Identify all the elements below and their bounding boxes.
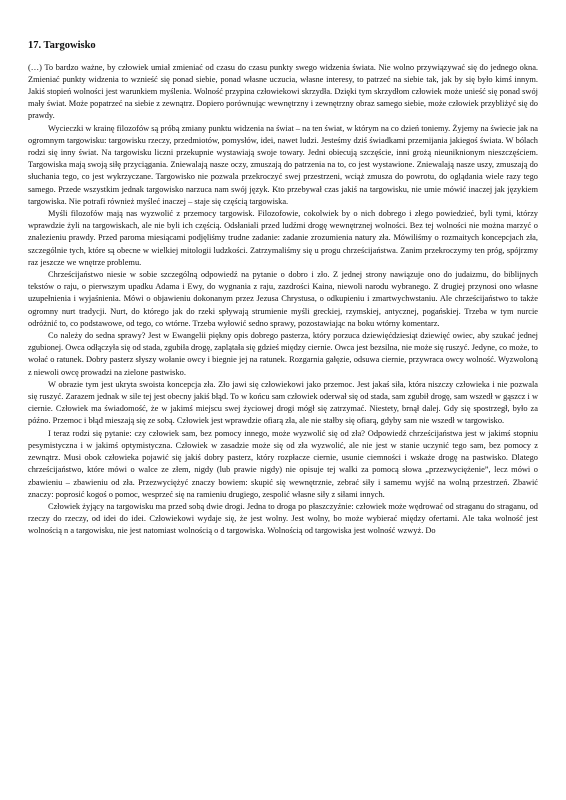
paragraph: Co należy do sedna sprawy? Jest w Ewangelii piękny opis dobrego pasterza, który porzuca dziewięćdziesiąt dziewięć owiec, aby szukać jednej zgubionej. Owca odłączyła się od stada, zgubiła drogę, zaplątała się gdzieś między ciernie. Owca jest bezsilna, nie może się ruszyć. Jedyne, co może, to wołać o ratunek. Dobry pasterz słyszy wołanie owcy i biegnie jej na ratunek. Rozgarnia gałęzie, odsuwa ciernie, przywraca owcy wolność. Wyzwoloną z niewoli owcę prowadzi na zielone pastwisko.: [28, 331, 538, 377]
paragraph: W obrazie tym jest ukryta swoista koncepcja zła. Zło jawi się człowiekowi jako przemoc. Jest jakaś siła, która niszczy człowieka i nie pozwala się ruszyć. Zarazem jednak w sile tej jest obecny jakiś błąd. To w końcu sam człowiek oderwał się od stada, sam zgubił drogę, sam wszedł w gąszcz i w ciernie. Człowiek ma świadomość, że w jakimś miejscu swej życiowej drogi mógł się zatrzymać. Niestety, brnął dalej. Gdy się spostrzegł, było za późno. Przemoc i błąd mieszają się ze sobą. Człowiek jest wprawdzie ofiarą zła, ale nie stałby się ofiarą, gdyby sam nie wszedł w targowisko.: [28, 379, 538, 426]
paragraph: Wycieczki w krainę filozofów są próbą zmiany punktu widzenia na świat – na ten świat, w którym na co dzień toniemy. Żyjemy na świecie jak na ogromnym targowisku: targowisku rzeczy, przedmiotów, pomysłów, idei, nawet ludzi. Jesteśmy dziś świadkami przemijania jakiegoś świata. W bólach rodzi się inny świat. Na targowisku liczni przekupnie wystawiają swoje towary. Jedni obiecują szczęście, inni grożą nieuniknionym nieszczęściem. Targowiska mają swoją siłę przyciągania. Zniewalają nasze oczy, zmuszają do patrzenia na to, co jest wystawione. Zniewalają nasze uszy, zmuszają do słuchania tego, co jest wykrzyczane. Targowisko nie pozwala przekroczyć swej przestrzeni, wciąż zmusza do powrotu, do oglądania wiele razy tego samego. Przede wszystkim jednak targowisko narzuca nam swój język. Kto przebywał czas jakiś na targowisku, nie umie mówić inaczej jak językiem targowiska. Nie potrafi również myśleć inaczej – staje się częścią targowiska.: [28, 123, 538, 206]
body-text: [28, 62, 538, 538]
paragraph: I teraz rodzi się pytanie: czy człowiek sam, bez pomocy innego, może wyzwolić się od zła? Odpowiedź chrześcijaństwa jest w jakimś stopniu pesymistyczna i w jakimś optymistyczna. Człowiek w zasadzie może się od zła wyzwolić, ale nie jest w stanie uczynić tego sam, bez pomocy z zewnątrz. Musi obok człowieka pojawić się jakiś dobry pasterz, który rozpłacze ciernie, usunie ciemności i wskaże drogę na pastwisko. Dlatego chrześcijaństwo, które mówi o walce ze złem, nigdy (lub prawie nigdy) nie opisuje tej walki za pomocą słowa „przezwyciężenie”, lecz mówi o zbawieniu – zbawieniu od zła. Przezwyciężyć znaczy bowiem: skupić się wewnętrznie, zebrać siły i samemu wyjść na wolną przestrzeń. Zbawić znaczy: poprosić kogoś o pomoc, wesprzeć się na ramieniu drugiego, zespolić własne siły z siłami innych.: [28, 428, 538, 499]
paragraph: Człowiek żyjący na targowisku ma przed sobą dwie drogi. Jedna to droga po płaszczyźnie: człowiek może wędrować od straganu do straganu, od rzeczy do rzeczy, od idei do idei. Człowiekowi wydaje się, że jest wolny. Jest wolny, bo może wybierać między ofertami. Ale taka wolność jest wolnością n a targowisku, nie jest natomiast wolnością o d targowiska. Wolnością od targowiska jest wolność wzwyż. Do: [28, 501, 538, 536]
chapter-title: 17. Targowisko: [28, 40, 96, 51]
paragraph: (…) To bardzo ważne, by człowiek umiał zmieniać od czasu do czasu punkty swego widzenia świata. Nie wolno przywiązywać się do jednego okna. Zmieniać punkty widzenia to wznieść się ponad siebie, ponad własne uczucia, własne interesy, to patrzeć na siebie tak, jak by się było kimś innym. Jakiś stopień wolności jest warunkiem myślenia. Wolność przypina człowiekowi skrzydła. Dzięki tym skrzydłom człowiek może unieść się ponad swój mały świat. Może popatrzeć na siebie z zewnątrz. Dopiero porównując wewnętrzny i zewnętrzny obraz samego siebie, może człowiek przybliżyć się do prawdy.: [28, 62, 538, 121]
paragraph: Myśli filozofów mają nas wyzwolić z przemocy targowisk. Filozofowie, cokolwiek by o nich dobrego i złego powiedzieć, byli tymi, którzy wprawdzie żyli na targowiskach, ale nie byli ich częścią. Odsłaniali przed ludźmi drogę wewnętrznej wolności. Bez tej wolności nie można marzyć o znalezieniu prawdy. Przed paroma miesiącami podjęliśmy trudne zadanie: zadanie zrozumienia natury zła. Mówiliśmy o rozmaitych koncepcjach zła, szczególnie tych, które są obecne w wielkiej mitologii ludzkości. Zatrzymaliśmy się u progu chrześcijaństwa. Zanim przekroczymy ten próg, spójrzmy raz jeszcze we wnętrze problemu.: [28, 209, 538, 267]
paragraph: Chrześcijaństwo niesie w sobie szczególną odpowiedź na pytanie o dobro i zło. Z jednej strony nawiązuje ono do judaizmu, do biblijnych tekstów o raju, o pierwszym upadku Adama i Ewy, do wygnania z raju, zazdrości Kaina, niewoli narodu wybranego. Z drugiej przynosi ono własne uzupełnienia i wyjaśnienia. Mówi o objawieniu dokonanym przez Jezusa Chrystusa, o odkupieniu i zmartwychwstaniu. Ale chrześcijaństwo to także ogromny nurt tradycji. Nurt, do którego jak do rzeki spływają strumienie myśli greckiej, rzymskiej, antycznej, pogańskiej. Trzeba w tym nurcie odróżnić to, co podstawowe, od tego, co wtórne. Trzeba wyłowić sedno sprawy, pozostawiając na boku wtórny komentarz.: [28, 270, 538, 328]
